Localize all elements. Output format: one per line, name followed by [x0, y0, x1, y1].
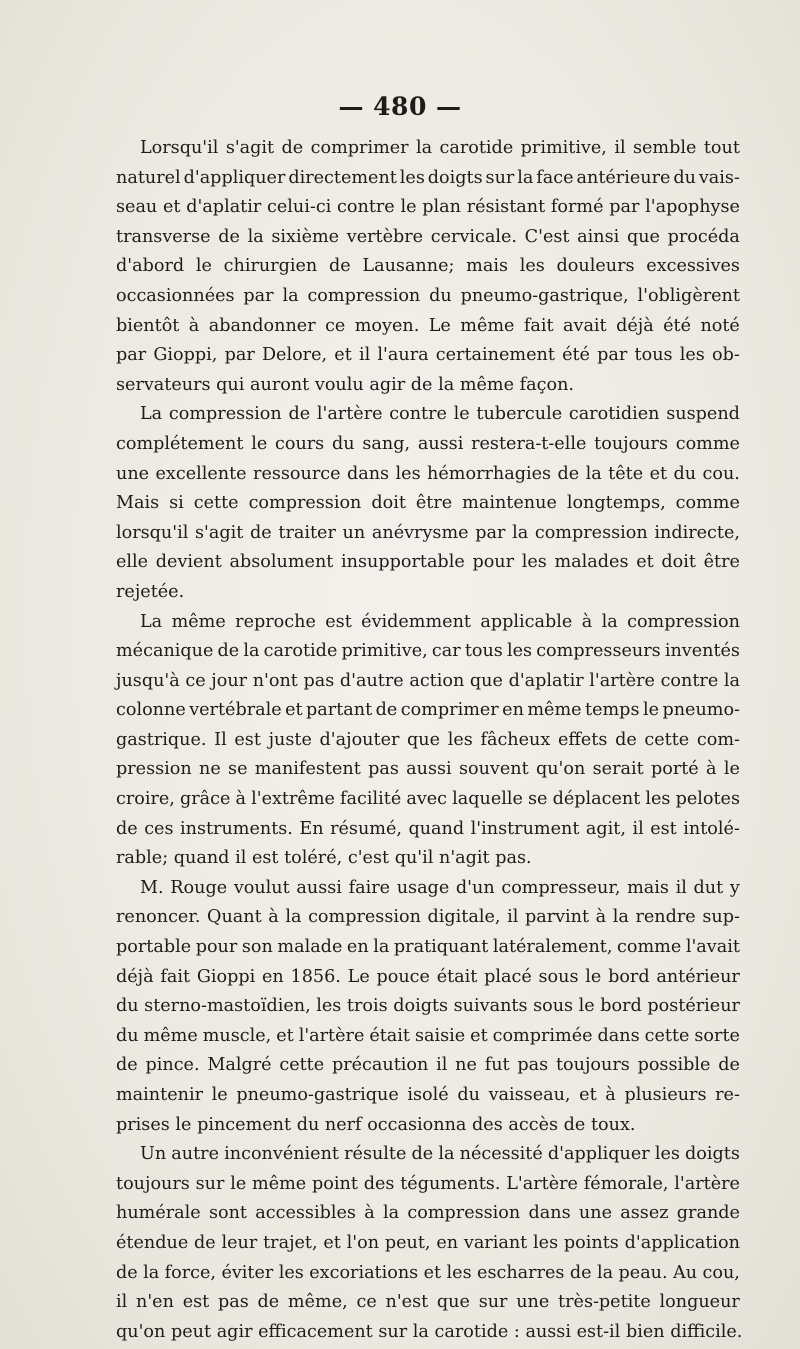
text-line: colonne vertébrale et partant de comprimer en même temps le pneumo- — [116, 700, 740, 721]
text-line: d'abord le chirurgien de Lausanne; mais les douleurs excessives — [116, 256, 740, 277]
text-line: de la force, éviter les excoriations et les escharres de la peau. Au cou, — [116, 1262, 740, 1283]
text-line: par Gioppi, par Delore, et il l'aura certainement été par tous les ob- — [116, 345, 740, 366]
text-line: La compression de l'artère contre le tubercule carotidien suspend — [140, 404, 740, 425]
text-line: naturel d'appliquer directement les doigts sur la face antérieure du vais- — [116, 167, 740, 188]
text-line: de ces instruments. En résumé, quand l'instrument agit, il est intolé- — [116, 818, 740, 839]
text-line: il n'en est pas de même, ce n'est que sur une très-petite longueur — [116, 1292, 740, 1313]
text-line: qu'on peut agir efficacement sur la carotide : aussi est-il bien difficile. — [116, 1321, 743, 1342]
paragraph — [116, 134, 740, 400]
text-line: rable; quand il est toléré, c'est qu'il n'agit pas. — [116, 848, 532, 869]
text-line: occasionnées par la compression du pneumo-gastrique, l'obligèrent — [116, 285, 740, 306]
text-line: Mais si cette compression doit être maintenue longtemps, comme — [116, 493, 740, 514]
text-line: jusqu'à ce jour n'ont pas d'autre action que d'aplatir l'artère contre la — [116, 670, 740, 691]
paragraph — [116, 1140, 743, 1347]
text-line: pression ne se manifestent pas aussi souvent qu'on serait porté à le — [116, 759, 740, 780]
paragraph — [116, 400, 740, 607]
text-line: portable pour son malade en la pratiquant latéralement, comme l'avait — [116, 937, 740, 958]
text-line: La même reproche est évidemment applicable à la compression — [140, 611, 740, 632]
body-text — [116, 134, 743, 1347]
text-line: toujours sur le même point des téguments. L'artère fémorale, l'artère — [116, 1173, 740, 1194]
text-line: une excellente ressource dans les hémorrhagies de la tête et du cou. — [116, 463, 740, 484]
page-number: — 480 — — [338, 92, 462, 121]
text-line: du même muscle, et l'artère était saisie et comprimée dans cette sorte — [116, 1025, 740, 1046]
text-line: croire, grâce à l'extrême facilité avec laquelle se déplacent les pelotes — [116, 789, 740, 810]
text-line: transverse de la sixième vertèbre cervicale. C'est ainsi que procéda — [116, 226, 740, 247]
text-line: maintenir le pneumo-gastrique isolé du vaisseau, et à plusieurs re- — [116, 1085, 740, 1105]
paragraph — [116, 608, 740, 874]
text-line: Un autre inconvénient résulte de la nécessité d'appliquer les doigts — [140, 1144, 740, 1165]
text-line: gastrique. Il est juste d'ajouter que les fâcheux effets de cette com- — [116, 729, 740, 750]
text-line: elle devient absolument insupportable pour les malades et doit être — [116, 552, 740, 573]
text-line: mécanique de la carotide primitive, car tous les compresseurs inventés — [116, 641, 740, 662]
text-line: déjà fait Gioppi en 1856. Le pouce était placé sous le bord antérieur — [116, 966, 740, 987]
text-line: seau et d'aplatir celui-ci contre le plan résistant formé par l'apophyse — [116, 197, 740, 218]
text-line: bientôt à abandonner ce moyen. Le même fait avait déjà été noté — [116, 315, 740, 336]
paragraph — [116, 874, 740, 1140]
text-line: étendue de leur trajet, et l'on peut, en variant les points d'application — [116, 1232, 740, 1253]
text-line: renoncer. Quant à la compression digitale, il parvint à la rendre sup- — [116, 907, 740, 928]
text-line: lorsqu'il s'agit de traiter un anévrysme par la compression indirecte, — [116, 522, 740, 543]
text-line: de pince. Malgré cette précaution il ne fut pas toujours possible de — [116, 1055, 740, 1076]
text-line: servateurs qui auront voulu agir de la même façon. — [116, 374, 575, 395]
text-line: M. Rouge voulut aussi faire usage d'un compresseur, mais il dut y — [140, 877, 740, 898]
text-line: humérale sont accessibles à la compression dans une assez grande — [116, 1203, 740, 1224]
text-line: complétement le cours du sang, aussi restera-t-elle toujours comme — [116, 433, 740, 454]
text-line: prises le pincement du nerf occasionna des accès de toux. — [116, 1114, 636, 1135]
text-line: du sterno-mastoïdien, les trois doigts suivants sous le bord postérieur — [116, 996, 740, 1017]
text-line: Lorsqu'il s'agit de comprimer la carotide primitive, il semble tout — [140, 138, 740, 158]
text-line: rejetée. — [116, 581, 185, 602]
